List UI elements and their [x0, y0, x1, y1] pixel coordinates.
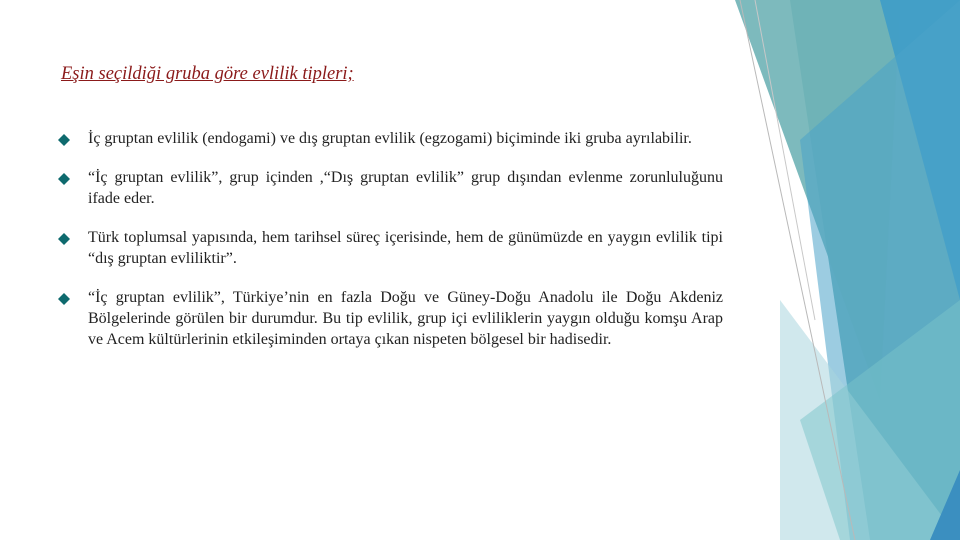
bullet-text: Türk toplumsal yapısında, hem tarihsel süreç içerisinde, hem de günümüzde en yaygın evlilik tipi “dış gruptan evliliktir”.	[88, 229, 723, 267]
diamond-icon	[58, 173, 70, 185]
bullet-text: “İç gruptan evlilik”, Türkiye’nin en fazla Doğu ve Güney-Doğu Anadolu ile Doğu Akdeniz Bölgelerinde görülen bir durumdur. Bu tip evlilik, grup içi evliliklerin yaygın olduğu komşu Arap ve Acem kültürlerinin etkileşiminden ortaya çıkan nispeten bölgesel bir hadisedir.	[88, 289, 723, 348]
diamond-icon	[58, 134, 70, 146]
diamond-icon	[58, 293, 70, 305]
list-item	[58, 287, 723, 350]
slide-title: Eşin seçildiği gruba göre evlilik tipleri;	[61, 64, 354, 84]
list-item	[58, 128, 723, 149]
bullet-text: “İç gruptan evlilik”, grup içinden ,“Dış gruptan evlilik” grup dışından evlenme zorunluluğunu ifade eder.	[88, 169, 723, 207]
bullet-text: İç gruptan evlilik (endogami) ve dış gruptan evlilik (egzogami) biçiminde iki gruba ayrılabilir.	[88, 130, 692, 147]
list-item	[58, 167, 723, 209]
diamond-icon	[58, 233, 70, 245]
list-item	[58, 227, 723, 269]
bullet-list	[58, 128, 723, 368]
